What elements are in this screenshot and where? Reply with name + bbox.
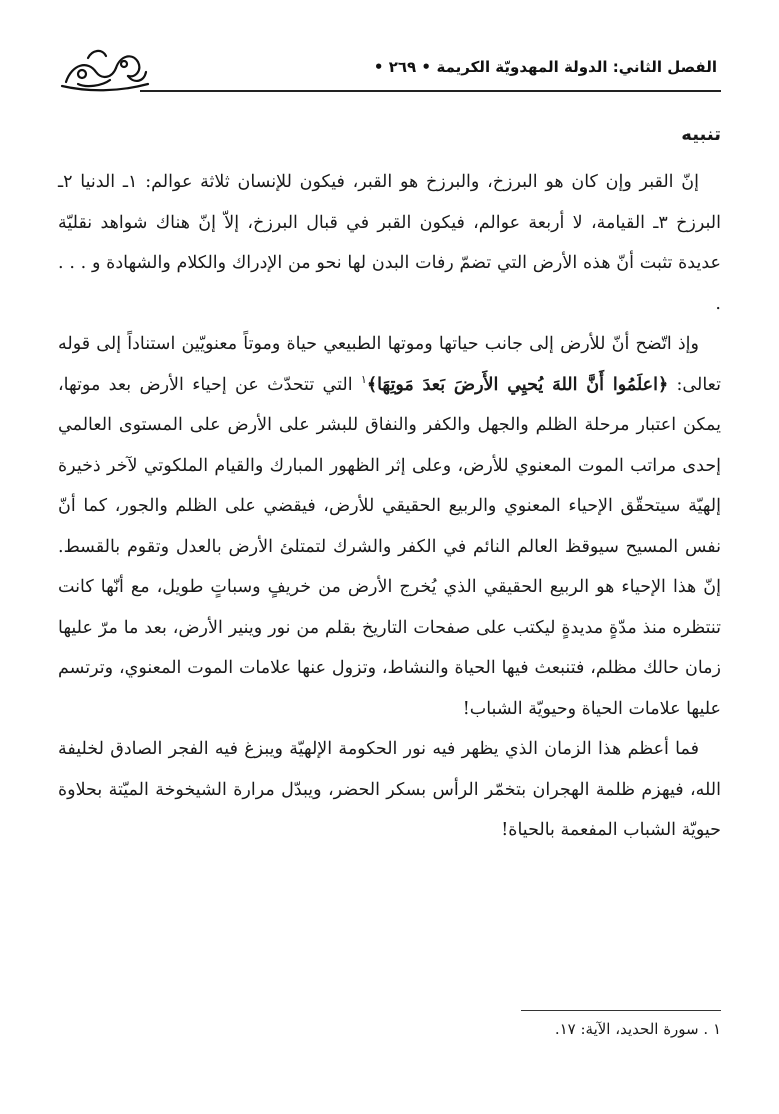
section-heading: تنبيه: [681, 124, 721, 145]
calligraphy-ornament-icon: [58, 44, 150, 92]
header-rule: [140, 90, 721, 92]
paragraph-2-intro: وإذ اتّضح أنّ للأرض إلى جانب حياتها وموتها الطبيعي حياة وموتاً معنويّين استناداً إلى قوله تعالى:: [58, 334, 721, 395]
page-header: [58, 38, 721, 100]
page-body: [58, 110, 721, 851]
footnote-ref: ١: [360, 372, 367, 386]
chapter-title: الفصل الثاني: الدولة المهدويّة الكريمة: [436, 58, 717, 76]
page-number: • ٢٦٩ •: [373, 58, 431, 76]
paragraph-1: إنّ القبر وإن كان هو البرزخ، والبرزخ هو القبر، فيكون للإنسان ثلاثة عوالم: ١ـ الدنيا ٢ـ البرزخ ٣ـ القيامة، لا أربعة عوالم، فيكون القبر في قبال البرزخ، إلاّ إنّ هناك شواهد نقليّة عديدة تثبت أنّ هذه الأرض التي تضمّ رفات البدن لها نحو من الإدراك والكلام والشهادة و . . . .: [58, 172, 721, 314]
paragraph-2: [58, 324, 721, 729]
quran-verse: ﴿اعلَمُوا أَنَّ اللهَ يُحيِي الأَرضَ بَعدَ مَوتِهَا﴾: [366, 374, 669, 395]
paragraph-2-body: التي تتحدّث عن إحياء الأرض بعد موتها، يمكن اعتبار مرحلة الظلم والجهل والكفر والنفاق للبشر على الأرض على المستوى العالمي إحدى مراتب الموت المعنوي للأرض، وعلى إثر الظهور المبارك والقيام الملكوتي لآخر ذخيرة إلهيّة سيتحقّق الإحياء المعنوي والربيع الحقيقي للأرض، فيقضي على الظلم والجور، كما أنّ نفس المسيح سيوقظ العالم النائم في الكفر والشرك لتمتلئ الأرض بالعدل وتقوم بالقسط. إنّ هذا الإحياء هو الربيع الحقيقي الذي يُخرج الأرض من خريفٍ وسباتٍ طويل، مع أنّها كانت تنتظره منذ مدّةٍ مديدةٍ ليكتب على صفحات التاريخ بقلم من نور وينير الأرض، بعد ما مرّ عليها زمان حالك مظلم، فتنبعث فيها الحياة والنشاط، وتزول عنها علامات الموت المعنوي، وترتسم عليها علامات الحياة وحيويّة الشباب!: [58, 374, 721, 719]
footnote-rule: [521, 1010, 721, 1011]
footnote: ١ . سورة الحديد، الآية: ١٧.: [554, 1020, 721, 1038]
paragraph-3: فما أعظم هذا الزمان الذي يظهر فيه نور الحكومة الإلهيّة ويبزغ فيه الفجر الصادق لخليفة الله، فيهزم ظلمة الهجران بتخمّر الرأس بسكر الحضر، ويبدّل مرارة الشيخوخة الميّتة بحلاوة حيويّة الشباب المفعمة بالحياة!: [58, 739, 721, 840]
